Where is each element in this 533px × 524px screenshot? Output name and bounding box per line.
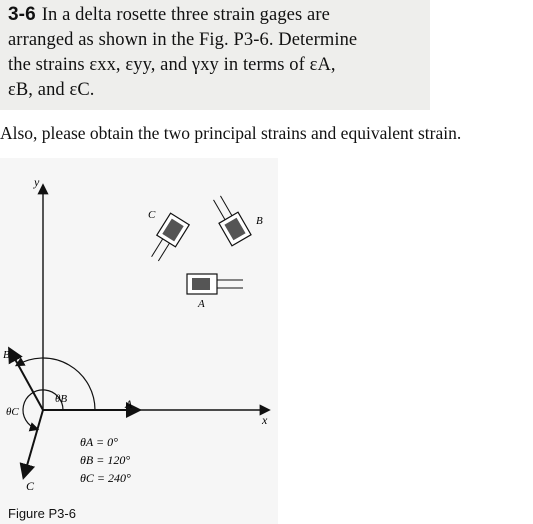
gage-b bbox=[207, 192, 251, 245]
problem-number: 3-6 bbox=[8, 4, 36, 25]
problem-box bbox=[0, 0, 430, 110]
x-axis-label: x bbox=[262, 413, 268, 427]
figure-p3-6 bbox=[0, 158, 278, 524]
gage-b-label: B bbox=[256, 215, 263, 227]
also-instruction: Also, please obtain the two principal strains and equivalent strain. bbox=[0, 123, 462, 143]
y-axis-label: y bbox=[34, 175, 40, 189]
direction-c-line bbox=[24, 410, 43, 476]
direction-b-label: B bbox=[3, 349, 10, 361]
gage-a bbox=[187, 274, 243, 294]
problem-statement bbox=[8, 2, 428, 103]
problem-line-3: the strains εxx, εyy, and γxy in terms of εA, bbox=[8, 55, 336, 75]
gage-c-label: C bbox=[148, 209, 156, 221]
direction-b-line bbox=[10, 350, 43, 410]
direction-c-label: C bbox=[26, 479, 35, 493]
theta-c-label: θC bbox=[6, 406, 19, 418]
gage-a-label: A bbox=[198, 298, 205, 310]
theta-a-value: θA = 0° bbox=[80, 435, 118, 449]
problem-line-1: 3-6 In a delta rosette three strain gages are bbox=[8, 4, 330, 25]
theta-b-label: θB bbox=[55, 393, 68, 405]
theta-c-value: θC = 240° bbox=[80, 471, 131, 485]
problem-line-4: εB, and εC. bbox=[8, 80, 95, 100]
direction-a-label: A bbox=[125, 397, 133, 411]
theta-b-value: θB = 120° bbox=[80, 453, 131, 467]
figure-caption: Figure P3-6 bbox=[8, 506, 76, 521]
rosette-diagram bbox=[0, 158, 278, 524]
problem-line-2: arranged as shown in the Fig. P3-6. Determine bbox=[8, 30, 358, 50]
